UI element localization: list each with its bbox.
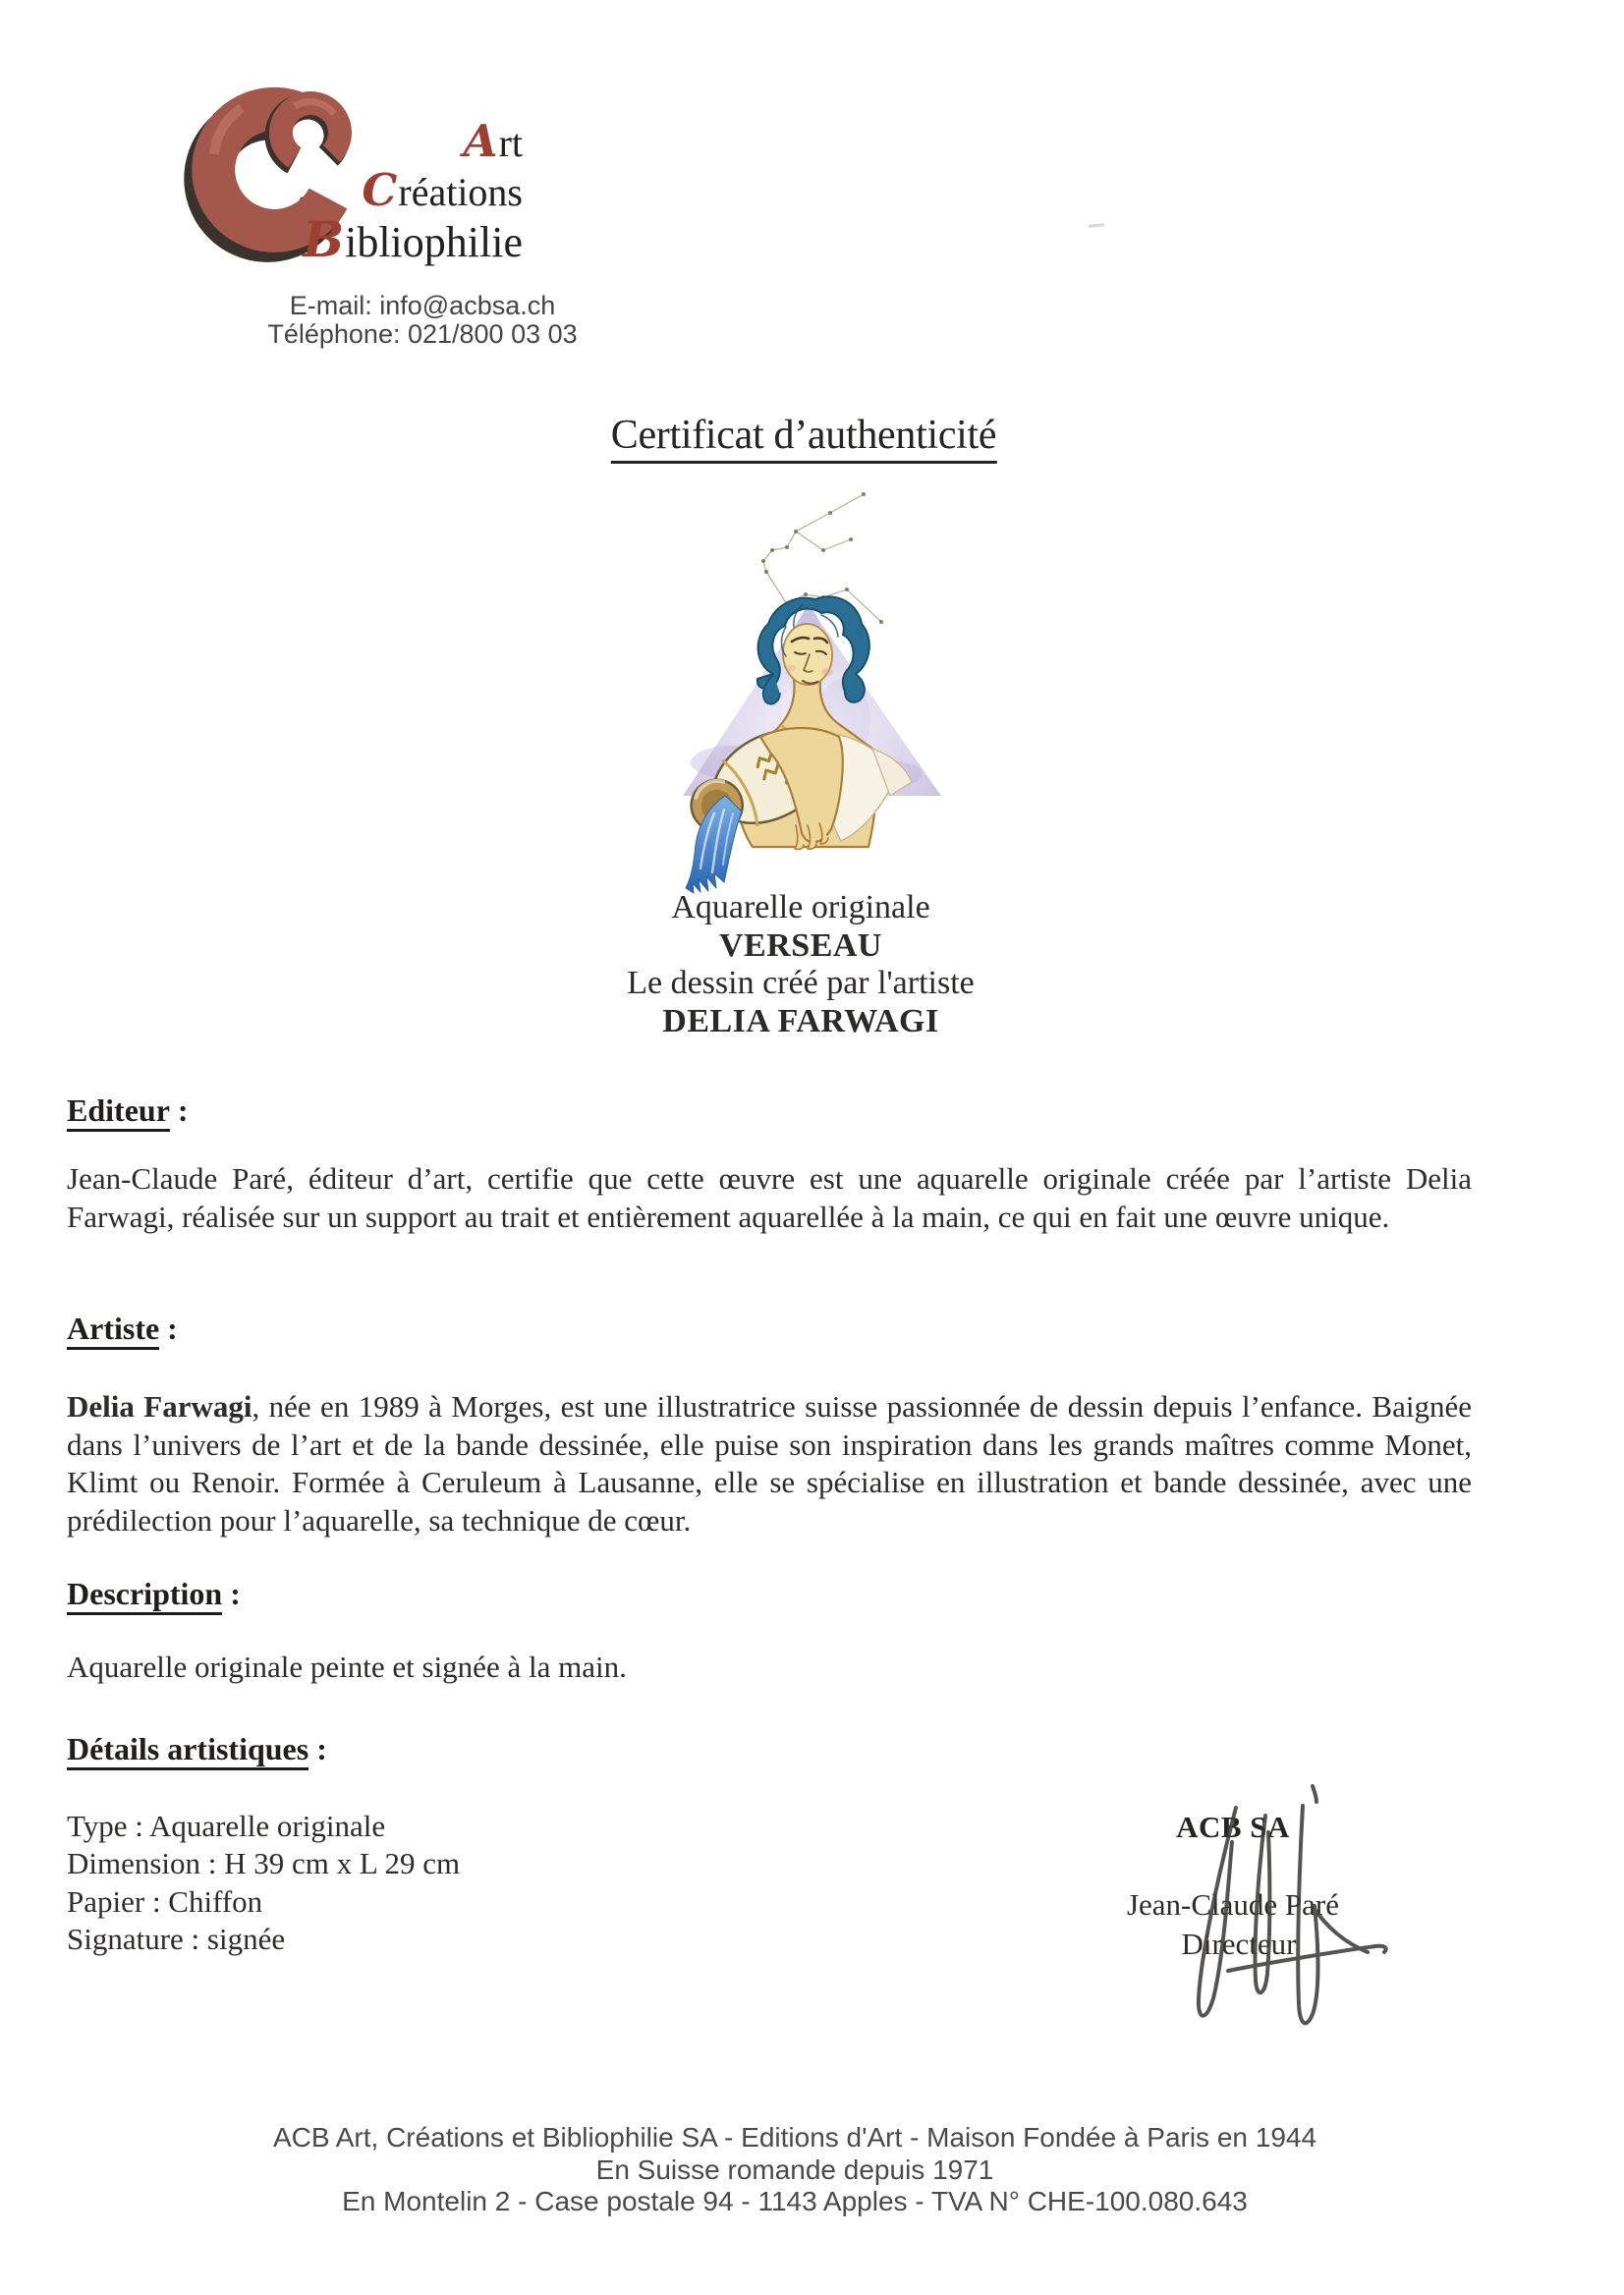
logo-line-art: Art bbox=[463, 115, 523, 167]
detail-paper: Papier : Chiffon bbox=[67, 1883, 263, 1919]
footer-line-suisse: En Suisse romande depuis 1971 bbox=[595, 2154, 994, 2185]
description-paragraph: Aquarelle originale peinte et signée à la main. bbox=[67, 1650, 627, 1684]
artwork-artist: DELIA FARWAGI bbox=[662, 1002, 939, 1039]
description-heading: Description : bbox=[67, 1576, 1472, 1612]
page-title: Certificat d’authenticité bbox=[611, 412, 997, 459]
editor-heading: Editeur : bbox=[67, 1092, 1472, 1129]
footer-line-company: ACB Art, Créations et Bibliophilie SA - Editions d'Art - Maison Fondée à Paris en 1944 bbox=[272, 2122, 1317, 2153]
artist-heading: Artiste : bbox=[67, 1311, 1472, 1347]
logo-line-bibliophilie: Bibliophilie bbox=[303, 210, 523, 268]
detail-signature: Signature : signée bbox=[67, 1922, 286, 1957]
artwork-byline: Le dessin créé par l'artiste bbox=[627, 965, 975, 1001]
logo-initial: A bbox=[463, 115, 499, 167]
aquarius-watercolor-illustration bbox=[639, 479, 953, 902]
logo-wordmark bbox=[246, 115, 523, 268]
logo-initial: C bbox=[362, 164, 399, 216]
logo-initial: B bbox=[303, 210, 346, 268]
signature-role: Directeur bbox=[1181, 1927, 1297, 1961]
detail-dimension: Dimension : H 39 cm x L 29 cm bbox=[67, 1846, 461, 1881]
contact-block bbox=[216, 292, 629, 348]
scan-artifact bbox=[1089, 223, 1104, 228]
artist-name-bold: Delia Farwagi bbox=[67, 1389, 252, 1424]
logo-line-creations: Créations bbox=[362, 164, 523, 216]
detail-type: Type : Aquarelle originale bbox=[67, 1809, 386, 1843]
signature-name: Jean-Claude Paré bbox=[1126, 1887, 1340, 1922]
details-heading: Détails artistiques : bbox=[67, 1731, 1472, 1767]
signature-block bbox=[1110, 1759, 1444, 2063]
artwork-medium: Aquarelle originale bbox=[671, 889, 930, 925]
artwork-name: VERSEAU bbox=[719, 926, 882, 964]
signature-company: ACB SA bbox=[1176, 1810, 1290, 1844]
artist-paragraph: Delia Farwagi, née en 1989 à Morges, est une illustratrice suisse passionnée de dessin depuis l’enfance. Baignée dans l’univers de l’art et de la bande dessinée, elle puise son inspiration dans les grands maîtres comme Monet, Klimt ou Renoir. Formée à Ceruleum à Lausanne, elle se spécialise en illustration et bande dessinée, avec une prédilection pour l’aquarelle, sa technique de cœur. bbox=[67, 1389, 1472, 1538]
editor-paragraph: Jean-Claude Paré, éditeur d’art, certifie que cette œuvre est une aquarelle originale créée par l’artiste Delia Farwagi, réalisée sur un support au trait et entièrement aquarellée à la main, ce qui en fait une œuvre unique. bbox=[67, 1161, 1472, 1234]
footer-line-address: En Montelin 2 - Case postale 94 - 1143 Apples - TVA N° CHE-100.080.643 bbox=[342, 2186, 1248, 2216]
details-list bbox=[67, 1808, 951, 1959]
contact-phone: Téléphone: 021/800 03 03 bbox=[267, 318, 578, 349]
contact-email: E-mail: info@acbsa.ch bbox=[289, 291, 556, 320]
footer bbox=[156, 2122, 1433, 2218]
artwork-caption bbox=[427, 889, 1174, 1040]
